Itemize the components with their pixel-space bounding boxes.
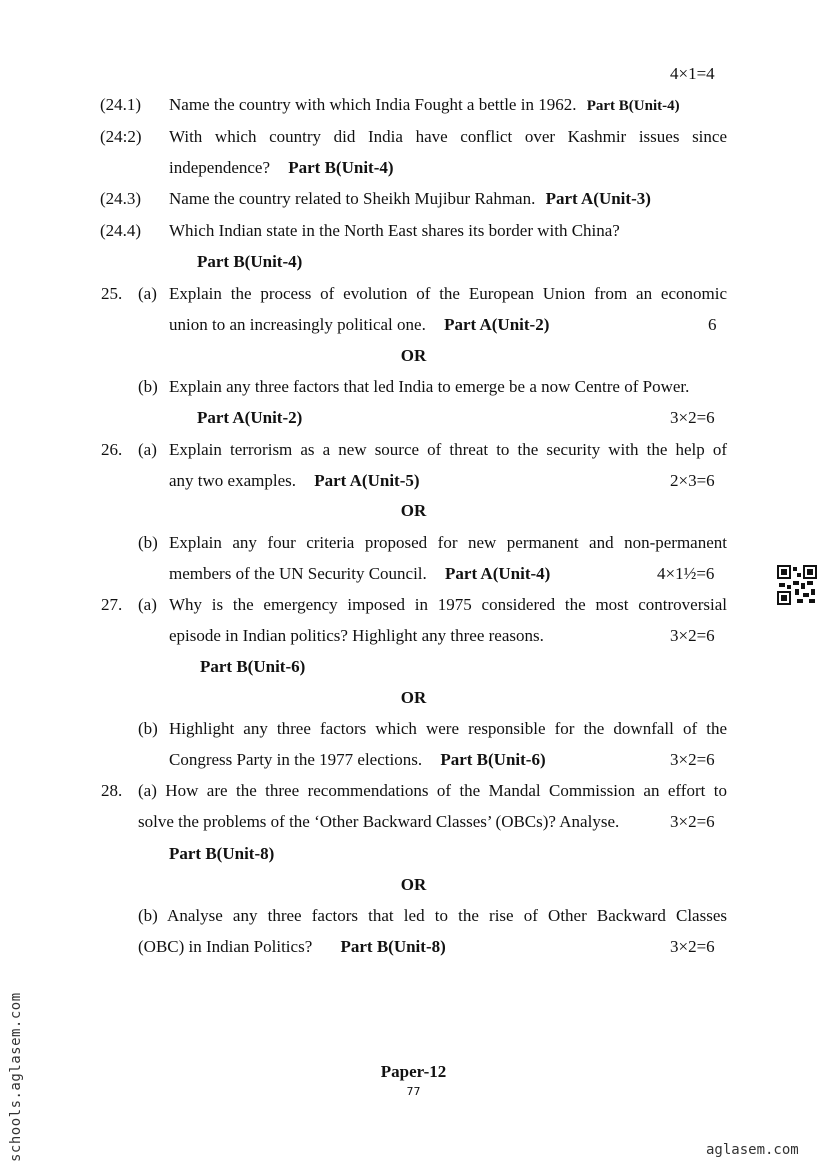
q26a-label: (a) [138,440,157,459]
q28b-line2 [138,937,446,957]
q25a-line1: Explain the process of evolution of the European Union from an economic [169,284,727,303]
q24-1-number: (24.1) [100,95,142,114]
q27b-part: Part B(Unit-6) [440,750,546,769]
q26b-label: (b) [138,533,158,552]
q26b-line2 [169,564,550,584]
q27a-marks: 3×2=6 [670,626,715,645]
q27a-line1: Why is the emergency imposed in 1975 considered the most controversial [169,595,727,614]
q24-2-line2 [169,158,394,178]
q27-number: 27. [101,595,123,614]
q24-4-part: Part B(Unit-4) [197,252,303,271]
q24-2-line1: With which country did India have conflict over Kashmir issues since [169,127,727,146]
or-separator: OR [400,501,427,520]
q25b-part: Part A(Unit-2) [197,408,303,427]
q24-2-number: (24:2) [100,127,142,146]
side-watermark[interactable]: schools.aglasem.com [8,992,24,1162]
q24-1-text [169,95,680,115]
q26a-line1: Explain terrorism as a new source of threat to the security with the help of [169,440,727,459]
q28a-marks: 3×2=6 [670,812,715,831]
q25a-question-end: union to an increasingly political one. [169,315,426,334]
q24-2-question-end: independence? [169,158,270,177]
q27b-marks: 3×2=6 [670,750,715,769]
q24-3-question: Name the country related to Sheikh Mujibur Rahman. [169,189,536,208]
q25b-line1: Explain any three factors that led India to emerge be a now Centre of Power. [169,377,690,396]
q28b-part: Part B(Unit-8) [340,937,446,956]
q28a-line2: solve the problems of the ‘Other Backward Classes’ (OBCs)? Analyse. [138,812,620,831]
q24-3-part: Part A(Unit-3) [545,189,651,208]
q26a-line2 [169,471,420,491]
q24-1-question: Name the country with which India Fought a bettle in 1962. [169,95,577,114]
q26a-question-end: any two examples. [169,471,296,490]
q28b-marks: 3×2=6 [670,937,715,956]
q25a-part: Part A(Unit-2) [444,315,550,334]
q24-4-question: Which Indian state in the North East shares its border with China? [169,221,620,240]
q28a-line1: (a) How are the three recommendations of the Mandal Commission an effort to [138,781,727,800]
q25b-label: (b) [138,377,158,396]
q28b-question-end: (OBC) in Indian Politics? [138,937,313,956]
q25b-marks: 3×2=6 [670,408,715,427]
corner-watermark[interactable]: aglasem.com [706,1142,799,1158]
q25-number: 25. [101,284,123,303]
q26a-marks: 2×3=6 [670,471,715,490]
q26-number: 26. [101,440,123,459]
qr-code-icon [777,565,817,605]
q27a-line2: episode in Indian politics? Highlight any three reasons. [169,626,544,645]
q26b-line1: Explain any four criteria proposed for new permanent and non-permanent [169,533,727,552]
q28b-line1: (b) Analyse any three factors that led to the rise of Other Backward Classes [138,906,727,925]
q24-4-number: (24.4) [100,221,142,240]
q27b-label: (b) [138,719,158,738]
or-separator: OR [400,875,427,894]
q28a-part: Part B(Unit-8) [169,844,275,863]
q26b-marks: 4×1½=6 [657,564,715,583]
or-separator: OR [400,688,427,707]
paper-label: Paper-12 [380,1062,447,1081]
q24-2-part: Part B(Unit-4) [288,158,394,177]
q27a-part: Part B(Unit-6) [200,657,306,676]
q26a-part: Part A(Unit-5) [314,471,420,490]
q25a-label: (a) [138,284,157,303]
page-number: 77 [406,1085,421,1098]
q26b-part: Part A(Unit-4) [445,564,551,583]
q27b-line2 [169,750,546,770]
q25a-line2 [169,315,549,335]
q25a-marks: 6 [708,315,717,334]
q24-1-part: Part B(Unit-4) [586,98,680,114]
q28-number: 28. [101,781,123,800]
q27b-question-end: Congress Party in the 1977 elections. [169,750,423,769]
q26b-question-end: members of the UN Security Council. [169,564,427,583]
q27a-label: (a) [138,595,157,614]
q24-3-text [169,189,651,209]
q24-3-number: (24.3) [100,189,142,208]
q27b-line1: Highlight any three factors which were responsible for the downfall of the [169,719,727,738]
marks-24: 4×1=4 [670,64,715,83]
or-separator: OR [400,346,427,365]
